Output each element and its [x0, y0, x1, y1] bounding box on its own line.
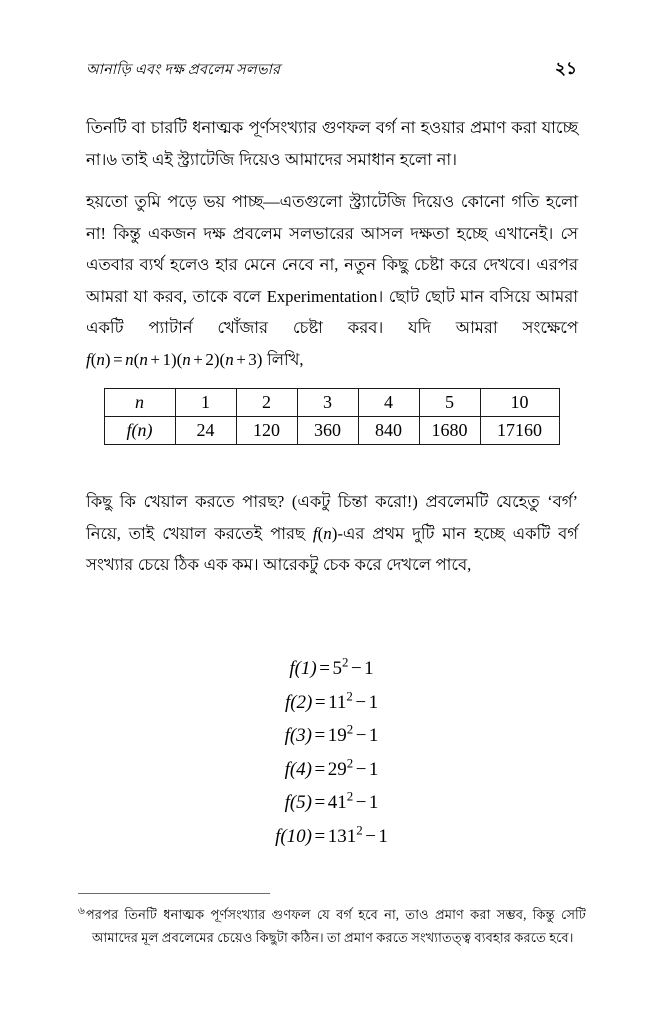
table-row-label-fn: f(n): [104, 417, 175, 445]
equation-6-tail: 1: [378, 825, 388, 847]
equation-3-lhs: f(3): [284, 725, 313, 747]
equation-2-exponent: 2: [346, 688, 353, 704]
paragraph-1: [86, 112, 578, 175]
equation-line-5: $f(5) = 41^2 - 1$: [284, 789, 379, 814]
running-header-title: আনাড়ি এবং দক্ষ প্রবলেম সলভার: [86, 62, 281, 78]
equation-line-4: $f(4) = 29^2 - 1$: [284, 755, 379, 780]
footnote-text: পরপর তিনটি ধনাত্মক পূর্ণসংখ্যার গুণফল যে বর্গ হবে না, তাও প্রমাণ করা সম্ভব, কিন্তু সেটি আমাদের মূল প্রবলেমের চেয়েও কিছুটা কঠিন। তা প্রমাণ করতে সংখ্যাতত্ত্ব ব্যবহার করতে হবে।: [85, 907, 586, 945]
equation-line-3: $f(3) = 19^2 - 1$: [284, 721, 379, 747]
paragraph-3-text-after-math: -এর প্রথম দুটি মান হচ্ছে একটি বর্গ সংখ্যার চেয়ে ঠিক এক কম। আরেকটু চেক করে দেখলে পাবে,: [86, 523, 578, 574]
equation-1-exponent: 2: [341, 654, 349, 670]
table-cell-fn-6: 17160: [480, 417, 559, 445]
table-cell-n-2: 2: [236, 389, 297, 417]
inline-math-f-definition: f(n) = n(n + 1)(n + 2)(n + 3): [86, 349, 263, 369]
footnote-entry: [78, 903, 586, 949]
footnote-separator-rule: [78, 893, 270, 894]
running-header: [86, 56, 577, 84]
table-cell-n-1: 1: [175, 389, 236, 417]
equation-5-base: 41: [327, 792, 347, 814]
table-cell-fn-3: 360: [297, 417, 358, 445]
equation-line-1: $f(1) = 5^2 - 1$: [289, 654, 374, 679]
table-row-n: [104, 389, 559, 417]
body-content-after-table: [86, 486, 578, 581]
equation-6-base: 131: [327, 825, 357, 847]
table-cell-n-3: 3: [297, 389, 358, 417]
equation-4-exponent: 2: [346, 755, 354, 771]
table-cell-fn-5: 1680: [419, 417, 480, 445]
table-row-label-n: n: [104, 389, 175, 417]
paragraph-3-text-before-math: কিছু কি খেয়াল করতে পারছ? (একটু চিন্তা করো!) প্রবলেমটি যেহেতু ‘বর্গ’ নিয়ে, তাই খেয়াল করতেই পারছ: [86, 492, 578, 543]
equation-1-base: 5: [332, 658, 342, 679]
table-cell-n-6: 10: [480, 389, 559, 417]
equation-5-exponent: 2: [346, 789, 354, 805]
equation-3-base: 19: [327, 725, 347, 747]
equation-3-tail: 1: [368, 725, 379, 747]
equation-5-lhs: f(5): [284, 792, 313, 814]
paragraph-3: [86, 486, 578, 581]
paragraph-1-text: তিনটি বা চারটি ধনাত্মক পূর্ণসংখ্যার গুণফল বর্গ না হওয়ার প্রমাণ করা যাচ্ছে না।৬ তাই এই স্ট্র্যাটেজি দিয়েও আমাদের সমাধান হলো না।: [86, 118, 578, 169]
table-cell-n-4: 4: [358, 389, 419, 417]
table-row-fn: [104, 417, 559, 445]
footnote-region: [78, 893, 586, 949]
footnote-marker: ৬: [78, 905, 85, 917]
table-cell-fn-1: 24: [175, 417, 236, 445]
equation-display-block: [0, 652, 663, 854]
equation-4-tail: 1: [368, 758, 379, 780]
equation-line-2: $f(2) = 11^2 - 1$: [284, 688, 379, 713]
table-cell-fn-2: 120: [236, 417, 297, 445]
table-cell-fn-4: 840: [358, 417, 419, 445]
page-number: ২১: [554, 59, 577, 78]
table-cell-n-5: 5: [419, 389, 480, 417]
equation-1-lhs: f(1): [289, 658, 317, 679]
paragraph-2: [86, 186, 578, 375]
values-table-container: [0, 388, 663, 445]
equation-4-base: 29: [327, 758, 347, 780]
equation-4-lhs: f(4): [284, 758, 313, 780]
equation-1-tail: 1: [364, 658, 374, 679]
paragraph-2-text-after-term: । ছোট ছোট মান বসিয়ে আমরা একটি প্যাটার্ন খোঁজার চেষ্টা করব। যদি আমরা সংক্ষেপে: [86, 286, 579, 337]
paragraph-2-text-tail: লিখি,: [262, 349, 304, 369]
experimentation-term: Experimentation: [266, 286, 378, 306]
paragraph-2-text-before-term: হয়তো তুমি পড়ে ভয় পাচ্ছ—এতগুলো স্ট্র্যাটেজি দিয়েও কোনো গতি হলো না! কিন্তু একজন দক্ষ প্রবলেম সলভারের আসল দক্ষতা হচ্ছে এখানেই। সে এতবার ব্যর্থ হলেও হার মেনে নেবে না, নতুন কিছু চেষ্টা করে দেখবে। এরপর আমরা যা করব, তাকে বলে: [86, 192, 578, 306]
body-content: [86, 112, 578, 375]
equation-line-6: $f(10) = 131^2 - 1$: [275, 822, 388, 847]
equation-3-exponent: 2: [346, 721, 354, 737]
equation-2-base: 11: [328, 691, 347, 713]
equation-2-tail: 1: [368, 691, 379, 713]
equation-6-lhs: f(10): [275, 825, 313, 847]
values-table: [104, 388, 560, 445]
equation-6-exponent: 2: [356, 822, 363, 838]
inline-math-fn: f(n): [312, 523, 338, 543]
equation-2-lhs: f(2): [284, 691, 313, 713]
equation-5-tail: 1: [368, 792, 379, 814]
